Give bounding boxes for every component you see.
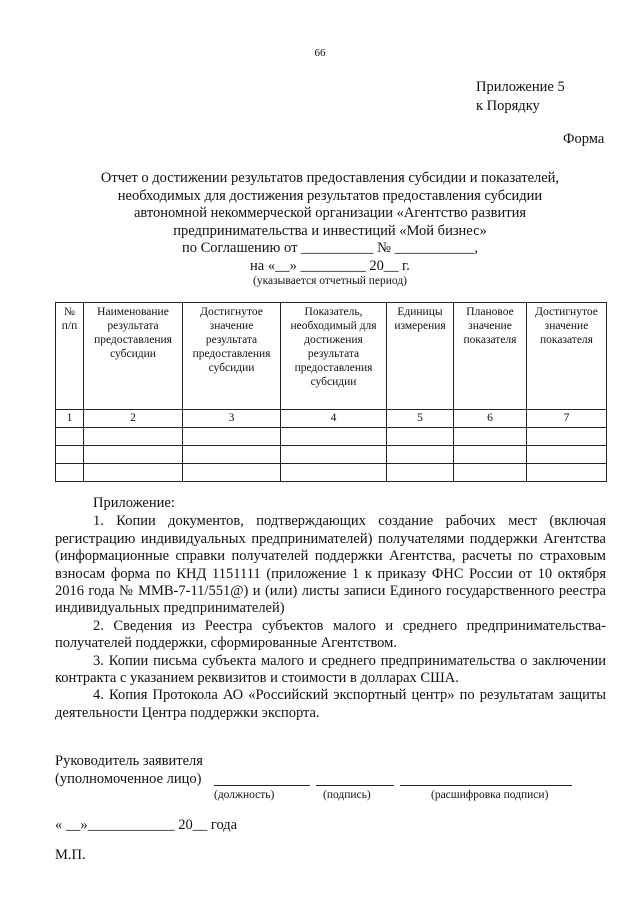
table-cell [183, 446, 281, 464]
col-header-units: Единицы измерения [387, 303, 454, 410]
col-number-6: 6 [454, 410, 527, 428]
signatory-title: Руководитель заявителя [55, 753, 203, 769]
col-header-achieved-result: Достигнутое значение результата предоставления субсидии [183, 303, 281, 410]
col-number-2: 2 [84, 410, 183, 428]
table-cell [56, 428, 84, 446]
table-cell [454, 464, 527, 482]
col-header-indicator: Показатель, необходимый для достижения результата предоставления субсидии [281, 303, 387, 410]
annex-reference [476, 78, 565, 116]
col-number-5: 5 [387, 410, 454, 428]
page-number: 66 [314, 47, 326, 59]
table-cell [84, 446, 183, 464]
caption-signature: (подпись) [323, 789, 371, 801]
col-header-number: № п/п [56, 303, 84, 410]
date-line: « __»____________ 20__ года [55, 817, 238, 833]
table-cell [454, 446, 527, 464]
col-number-7: 7 [527, 410, 607, 428]
title-line-3: автономной некоммерческой организации «Агентство развития [133, 205, 527, 221]
appendix-item-1: 1. Копии документов, подтверждающих создание рабочих мест (включая регистрацию индивидуальных предпринимателей) получателями поддержки Агентства (информационные справки получателей поддержки Агентства, расчеты по страховым взносам форма по КНД 1151111 (приложение 1 к приказу ФНС России от 10 октября 2016 года № ММВ-7-11/551@) и (или) листы записи Единого государственного реестра индивидуальных предпринимателей) [55, 513, 606, 617]
caption-position: (должность) [214, 789, 275, 801]
table-cell [183, 464, 281, 482]
table-cell [387, 428, 454, 446]
table-cell [56, 464, 84, 482]
table-cell [387, 446, 454, 464]
decoding-line [400, 785, 572, 786]
table-cell [527, 446, 607, 464]
table-header-row [56, 303, 607, 410]
table-row [56, 428, 607, 446]
caption-decoding: (расшифровка подписи) [431, 789, 549, 801]
table-cell [281, 428, 387, 446]
appendix-item-2: 2. Сведения из Реестра субъектов малого и среднего предпринимательства-получателей поддержки, сформированные Агентством. [55, 617, 606, 652]
table-cell [454, 428, 527, 446]
table-number-row [56, 410, 607, 428]
appendix-item-4: 4. Копия Протокола АО «Российский экспортный центр» по результатам защиты деятельности Центра поддержки экспорта. [55, 687, 606, 721]
table-row [56, 464, 607, 482]
table-cell [56, 446, 84, 464]
title-line-2: необходимых для достижения результатов предоставления субсидии [117, 187, 543, 204]
table-cell [387, 464, 454, 482]
table-cell [281, 446, 387, 464]
title-line-4: предпринимательства и инвестиций «Мой бизнес» [173, 222, 487, 239]
signature-line [316, 785, 394, 786]
title-line-5: по Соглашению от __________ № ___________, [182, 240, 478, 256]
table-cell [84, 428, 183, 446]
position-line [214, 785, 310, 786]
report-table [55, 302, 607, 482]
form-label: Форма [563, 131, 605, 147]
col-number-4: 4 [281, 410, 387, 428]
table-cell [183, 428, 281, 446]
appendix-item-3: 3. Копии письма субъекта малого и среднего предпринимательства о заключении контракта с указанием реквизитов и стоимости в долларах США. [55, 652, 606, 687]
signatory-subtitle: (уполномоченное лицо) [55, 771, 202, 787]
col-number-3: 3 [183, 410, 281, 428]
stamp-place: М.П. [55, 847, 86, 863]
appendix-list [55, 495, 606, 722]
annex-line-2: к Порядку [476, 98, 540, 114]
table-cell [84, 464, 183, 482]
col-header-achieved-value: Достигнутое значение показателя [527, 303, 607, 410]
signature-block [55, 752, 203, 788]
title-line-1: Отчет о достижении результатов предоставления субсидии и показателей, [100, 170, 560, 186]
table-cell [527, 428, 607, 446]
report-title [60, 170, 600, 275]
table-cell [281, 464, 387, 482]
table-row [56, 446, 607, 464]
col-header-result-name: Наименование результата предоставления субсидии [84, 303, 183, 410]
appendix-heading: Приложение: [93, 495, 175, 511]
annex-line-1: Приложение 5 [476, 79, 565, 95]
title-line-6: на «__» _________ 20__ г. [250, 257, 410, 274]
period-note: (указывается отчетный период) [253, 275, 407, 287]
col-number-1: 1 [56, 410, 84, 428]
col-header-planned-value: Плановое значение показателя [454, 303, 527, 410]
table-cell [527, 464, 607, 482]
